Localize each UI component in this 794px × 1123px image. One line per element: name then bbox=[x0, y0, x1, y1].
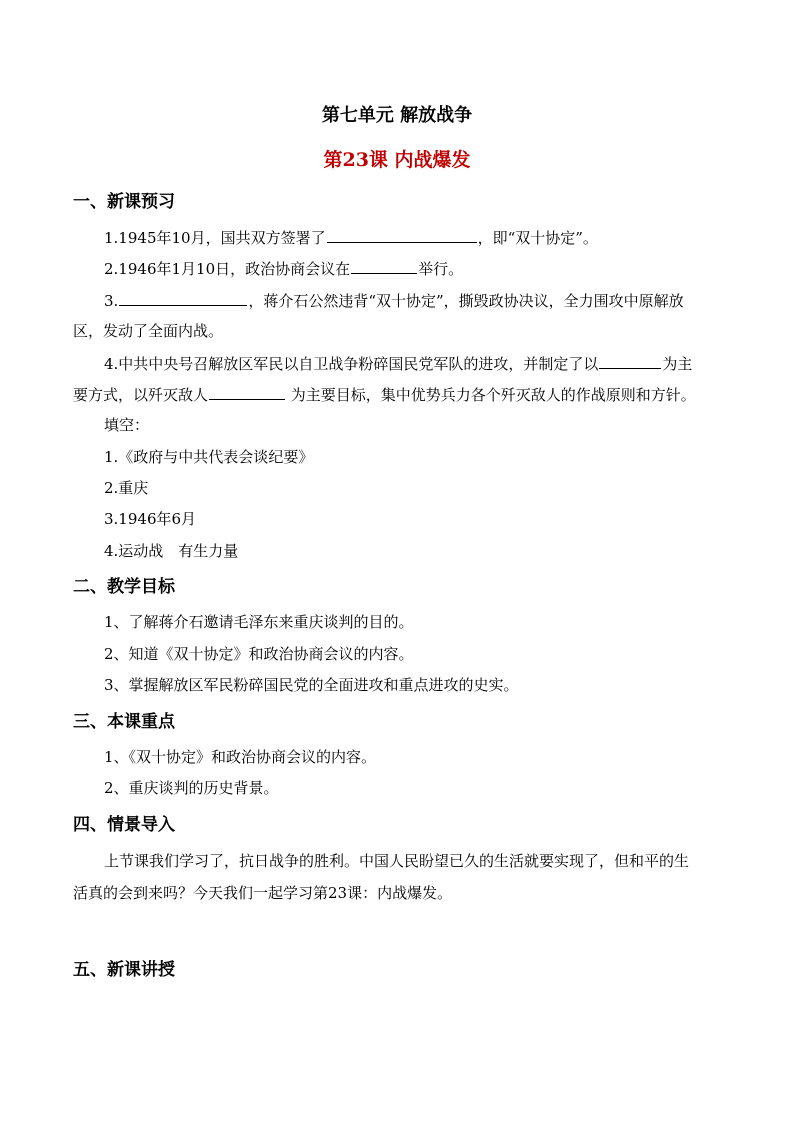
answer-blank bbox=[599, 352, 661, 369]
section-heading-preview: 一、新课预习 bbox=[73, 192, 175, 212]
intro-paragraph-line: 活真的会到来吗？今天我们一起学习第23课：内战爆发。 bbox=[73, 884, 453, 902]
answer-blank bbox=[351, 257, 417, 274]
answers-label: 填空： bbox=[104, 416, 150, 434]
intro-paragraph-line: 上节课我们学习了，抗日战争的胜利。中国人民盼望已久的生活就要实现了，但和平的生 bbox=[104, 852, 690, 870]
preview-question-4-cont: 要方式，以歼灭敌人 为主要目标，集中优势兵力各个歼灭敌人的作战原则和方针。 bbox=[73, 383, 696, 406]
answer-item: 2.重庆 bbox=[104, 479, 149, 497]
focus-item: 1、《双十协定》和政治协商会议的内容。 bbox=[104, 748, 377, 766]
answer-item: 3.1946年6月 bbox=[104, 510, 197, 528]
preview-question-4: 4.中共中央号召解放区军民以自卫战争粉碎国民党军队的进攻，并制定了以 为主 bbox=[104, 352, 692, 375]
lesson-title: 第23课 内战爆发 bbox=[323, 149, 471, 171]
goal-item: 3、掌握解放区军民粉碎国民党的全面进攻和重点进攻的史实。 bbox=[104, 676, 519, 694]
section-heading-focus: 三、本课重点 bbox=[73, 712, 175, 732]
goal-item: 1、了解蒋介石邀请毛泽东来重庆谈判的目的。 bbox=[104, 613, 414, 631]
focus-item: 2、重庆谈判的历史背景。 bbox=[104, 779, 279, 797]
answer-item: 1.《政府与中共代表会谈纪要》 bbox=[104, 448, 314, 466]
answer-blank bbox=[327, 226, 477, 243]
unit-title: 第七单元 解放战争 bbox=[321, 105, 473, 126]
answer-item: 4.运动战 有生力量 bbox=[104, 542, 239, 560]
section-heading-intro: 四、情景导入 bbox=[73, 815, 175, 835]
preview-question-2: 2.1946年1月10日，政治协商会议在 举行。 bbox=[104, 257, 463, 280]
answer-blank bbox=[119, 289, 247, 306]
goal-item: 2、知道《双十协定》和政治协商会议的内容。 bbox=[104, 645, 414, 663]
answer-blank bbox=[209, 383, 285, 400]
preview-question-3: 3. ，蒋介石公然违背“双十协定”，撕毁政协决议，全力围攻中原解放 bbox=[104, 289, 684, 312]
preview-question-3-cont: 区，发动了全面内战。 bbox=[73, 322, 224, 340]
section-heading-goals: 二、教学目标 bbox=[73, 577, 175, 597]
section-heading-new-lesson: 五、新课讲授 bbox=[73, 960, 175, 980]
preview-question-1: 1.1945年10月，国共双方签署了 ，即“双十协定”。 bbox=[104, 226, 598, 249]
